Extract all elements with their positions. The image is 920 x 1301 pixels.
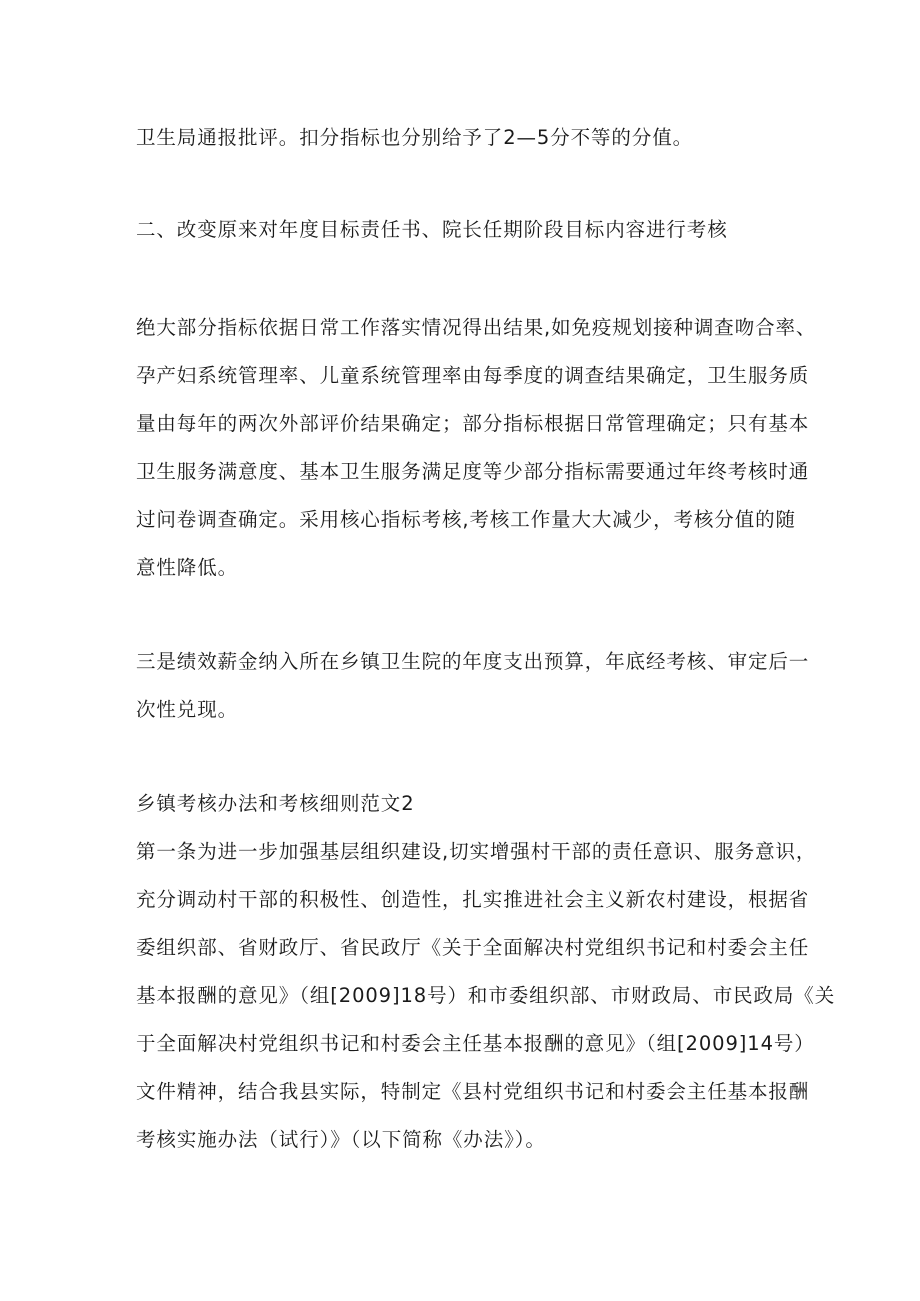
paragraph-line: 委组织部、省财政厅、省民政厅《关于全面解决村党组织书记和村委会主任 [136,936,810,959]
paragraph-line: 于全面解决村党组织书记和村委会主任基本报酬的意见》（组[2009]14号） [136,1032,815,1055]
paragraph-line: 过问卷调查确定。采用核心指标考核,考核工作量大大减少，考核分值的随 [136,508,796,531]
paragraph-line: 第一条为进一步加强基层组织建设,切实增强村干部的责任意识、服务意识， [136,840,817,863]
paragraph-line: 卫生局通报批评。扣分指标也分别给予了2—5分不等的分值。 [136,126,694,149]
paragraph-line: 文件精神，结合我县实际，特制定《县村党组织书记和村委会主任基本报酬 [136,1080,810,1103]
paragraph-line: 孕产妇系统管理率、儿童系统管理率由每季度的调查结果确定，卫生服务质 [136,364,810,387]
paragraph-line: 三是绩效薪金纳入所在乡镇卫生院的年度支出预算，年底经考核、审定后一 [136,650,810,673]
paragraph-line: 绝大部分指标依据日常工作落实情况得出结果,如免疫规划接种调查吻合率、 [136,316,817,339]
paragraph-line: 基本报酬的意见》（组[2009]18号）和市委组织部、市财政局、市民政局《关 [136,984,836,1007]
section-heading: 二、改变原来对年度目标责任书、院长任期阶段目标内容进行考核 [136,218,728,241]
paragraph-line: 次性兑现。 [136,698,239,721]
paragraph-line: 量由每年的两次外部评价结果确定；部分指标根据日常管理确定；只有基本 [136,412,810,435]
paragraph-line: 卫生服务满意度、基本卫生服务满足度等少部分指标需要通过年终考核时通 [136,460,810,483]
paragraph-line: 意性降低。 [136,556,239,579]
paragraph-line: 考核实施办法（试行）》（以下简称《办法》）。 [136,1128,546,1151]
document-title: 乡镇考核办法和考核细则范文2 [136,792,415,815]
paragraph-line: 充分调动村干部的积极性、创造性，扎实推进社会主义新农村建设，根据省 [136,888,810,911]
